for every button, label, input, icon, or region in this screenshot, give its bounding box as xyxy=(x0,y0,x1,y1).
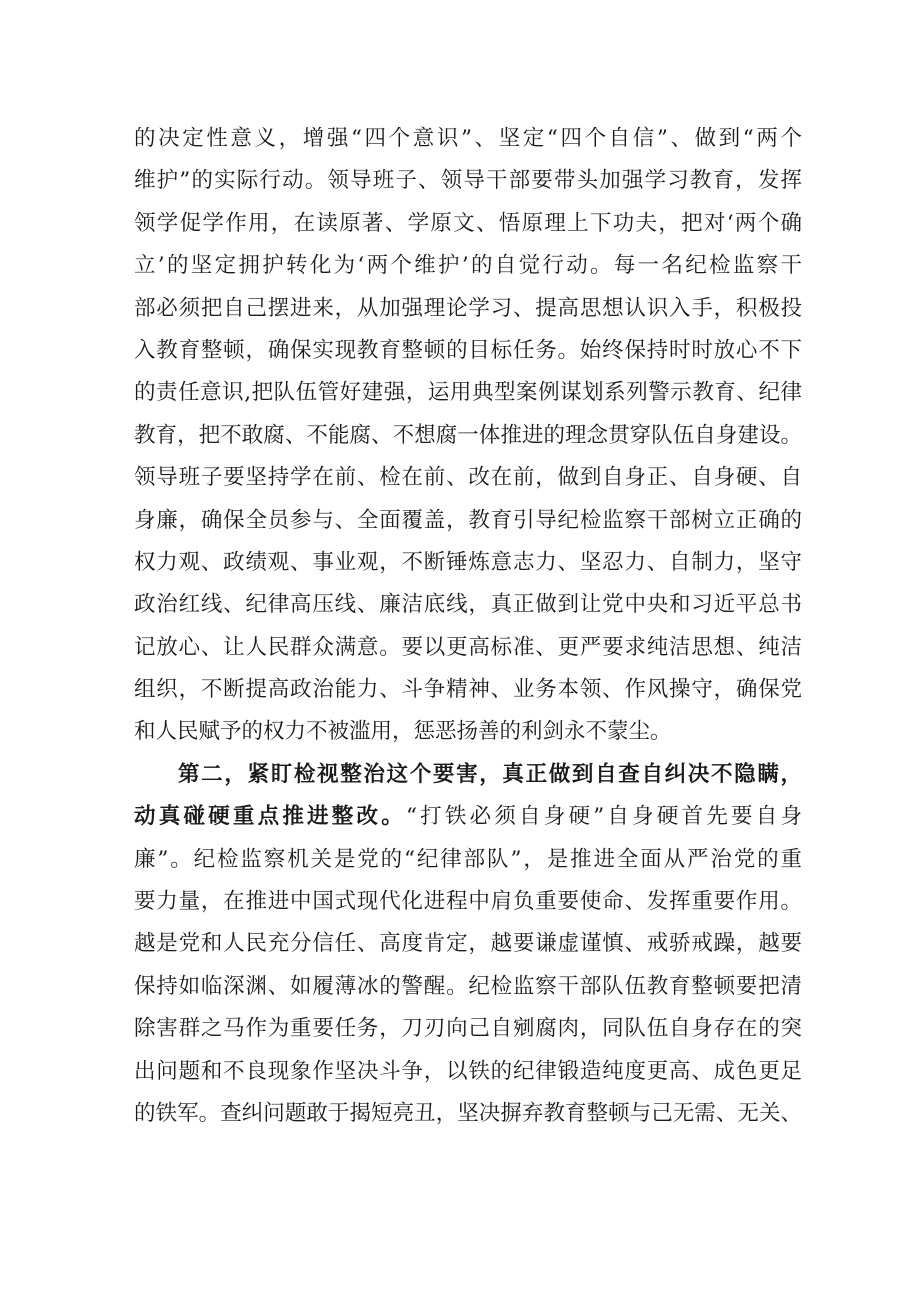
text-line: 身廉，确保全员参与、全面覆盖，教育引导纪检监察干部树立正确的 xyxy=(134,507,802,533)
text-line: 组织，不断提高政治能力、斗争精神、业务本领、作风操守，确保党 xyxy=(134,677,802,703)
text-line: 出问题和不良现象作坚决斗争，以铁的纪律锻造纯度更高、成色更足 xyxy=(134,1058,802,1084)
body-text xyxy=(134,118,802,1135)
text-line: 和人民赋予的权力不被滥用，惩恶扬善的利剑永不蒙尘。 xyxy=(134,719,672,745)
text-line: 领学促学作用，在读原著、学原文、悟原理上下功夫，把对‘两个确 xyxy=(134,210,802,236)
text-line: 政治红线、纪律高压线、廉洁底线，真正做到让党中央和习近平总书 xyxy=(134,592,802,618)
text-line: 除害群之马作为重要任务，刀刃向己自剜腐肉，同队伍自身存在的突 xyxy=(134,1016,802,1042)
text-line: 立’的坚定拥护转化为‘两个维护’的自觉行动。每一名纪检监察干 xyxy=(134,253,802,279)
text-line: 权力观、政绩观、事业观，不断锤炼意志力、坚忍力、自制力，坚守 xyxy=(134,549,802,575)
text-line: 的决定性意义，增强“四个意识”、坚定“四个自信”、做到“两个 xyxy=(134,126,802,151)
text-line: 教育，把不敢腐、不能腐、不想腐一体推进的理念贯穿队伍自身建设。 xyxy=(134,422,802,448)
text-line: 维护”的实际行动。领导班子、领导干部要带头加强学习教育，发挥 xyxy=(134,168,802,194)
text-line: 入教育整顿，确保实现教育整顿的目标任务。始终保持时时放心不下 xyxy=(134,337,802,363)
text-line: 越是党和人民充分信任、高度肯定，越要谦虚谨慎、戒骄戒躁，越要 xyxy=(134,931,802,957)
text-line: 要力量，在推进中国式现代化进程中肩负重要使命、发挥重要作用。 xyxy=(134,889,802,915)
text-line: 领导班子要坚持学在前、检在前、改在前，做到自身正、自身硬、自 xyxy=(134,465,802,491)
text-line: 的铁军。查纠问题敢于揭短亮丑，坚决摒弃教育整顿与己无需、无关、 xyxy=(134,1100,802,1126)
text-line: 的责任意识,把队伍管好建强，运用典型案例谋划系列警示教育、纪律 xyxy=(134,380,802,406)
paragraph-1 xyxy=(134,118,802,754)
paragraph-2 xyxy=(134,754,802,1136)
text-line: 廉”。纪检监察机关是党的“纪律部队”，是推进全面从严治党的重 xyxy=(134,846,802,872)
text-line: 部必须把自己摆进来，从加强理论学习、提高思想认识入手，积极投 xyxy=(134,295,802,321)
section-heading: 第二，紧盯检视整治这个要害，真正做到自查自纠决不隐瞒， xyxy=(178,761,802,787)
section-heading-continuation: 动真碰硬重点推进整改。 xyxy=(134,804,406,830)
text-line xyxy=(134,796,802,838)
text-span: “打铁必须自身硬”自身硬首先要自身 xyxy=(405,804,802,830)
text-line: 记放心、让人民群众满意。要以更高标准、更严要求纯洁思想、纯洁 xyxy=(134,634,802,660)
text-line: 保持如临深渊、如履薄冰的警醒。纪检监察干部队伍教育整顿要把清 xyxy=(134,973,802,999)
